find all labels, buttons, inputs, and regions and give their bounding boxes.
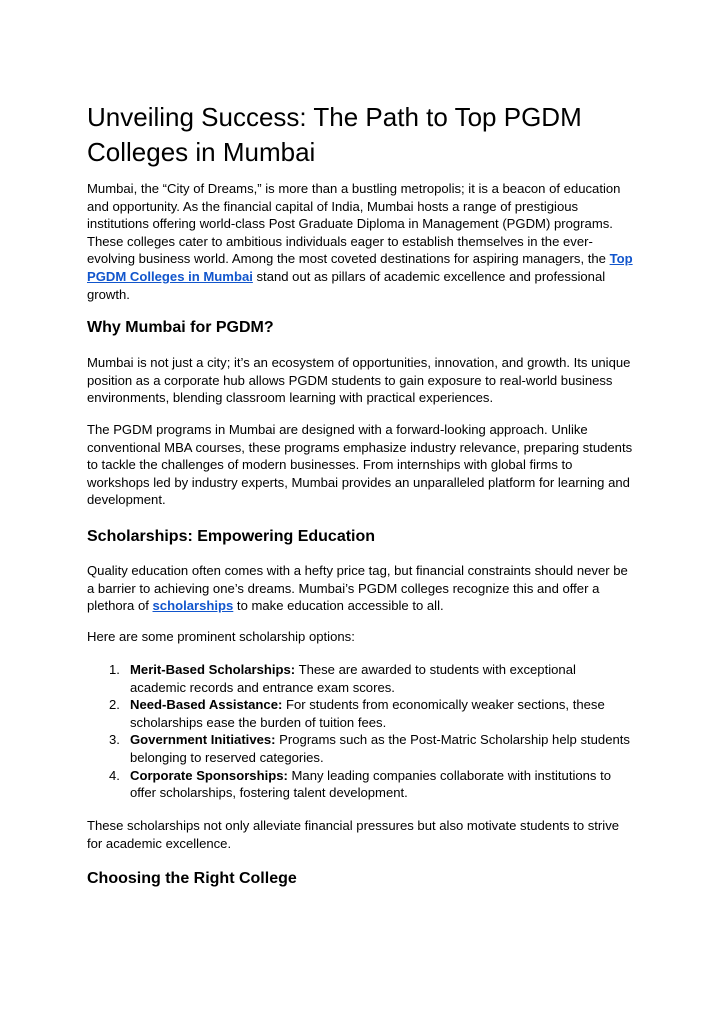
list-item-label: Merit-Based Scholarships: (130, 662, 296, 677)
scholarships-heading-block (87, 527, 635, 547)
top-pgdm-colleges-link[interactable]: Top PGDM Colleges in Mumbai (87, 251, 633, 284)
why-paragraph-2: The PGDM programs in Mumbai are designed with a forward-looking approach. Unlike conventional MBA courses, these programs emphasize industry relevance, preparing students to tackle the challenges of modern businesses. From internships with global firms to workshops led by industry experts, Mumbai provides an unparalleled platform for learning and development. (87, 422, 633, 508)
scholarships-paragraph-2-block (87, 628, 635, 646)
list-item-text: For students from economically weaker sections, these scholarships ease the burden of tuition fees. (130, 697, 605, 730)
intro-paragraph (87, 180, 635, 303)
choosing-heading: Choosing the Right College (87, 870, 297, 887)
list-item (87, 767, 635, 802)
list-item (87, 696, 635, 731)
list-item-text: Programs such as the Post-Matric Scholarship help students belonging to reserved categories. (130, 732, 630, 765)
scholarship-list (87, 661, 635, 802)
why-paragraph-2-block (87, 421, 635, 509)
intro-text-after: stand out as pillars of academic excellence and professional growth. (87, 268, 606, 302)
scholarships-paragraph-2: Here are some prominent scholarship options: (87, 629, 355, 644)
list-item (87, 731, 635, 766)
page-title: Unveiling Success: The Path to Top PGDM Colleges in Mumbai (87, 102, 582, 167)
list-item (87, 661, 635, 696)
why-mumbai-heading-block (87, 318, 635, 338)
scholarships-text-before: Quality education often comes with a hefty price tag, but financial constraints should never be a barrier to achieving one’s dreams. Mumbai’s PGDM colleges recognize this and offer a plethora of (87, 563, 628, 614)
list-item-number: 3. (109, 732, 120, 748)
choosing-heading-block (87, 869, 635, 889)
list-item-number: 1. (109, 662, 120, 677)
scholarships-link[interactable]: scholarships (152, 598, 234, 614)
why-paragraph-1-block (87, 354, 635, 407)
intro-text-before: Mumbai, the “City of Dreams,” is more than a bustling metropolis; it is a beacon of education and opportunity. As the financial capital of India, Mumbai hosts a range of prestigious institutions offering world-class Post Graduate Diploma in Management (PGDM) programs. These colleges cater to ambitious individuals eager to establish themselves in the ever-evolving business world. Among the most coveted destinations for aspiring managers, the (87, 181, 621, 267)
list-item-label: Need-Based Assistance: (130, 697, 283, 713)
list-item-text: These are awarded to students with exceptional academic records and entrance exam scores. (130, 662, 576, 695)
why-mumbai-heading: Why Mumbai for PGDM? (87, 319, 274, 336)
scholarships-paragraph-1 (87, 562, 635, 615)
why-paragraph-1: Mumbai is not just a city; it’s an ecosystem of opportunities, innovation, and growth. Its unique position as a corporate hub allows PGDM students to gain exposure to real-world business environments, blending classroom learning with practical experiences. (87, 355, 631, 406)
list-item-number: 2. (109, 697, 120, 713)
scholarships-paragraph-1-block (87, 562, 635, 615)
list-item-label: Corporate Sponsorships: (130, 767, 288, 783)
list-item-text: Many leading companies collaborate with institutions to offer scholarships, fostering talent development. (130, 767, 612, 801)
scholarships-text-after: to make education accessible to all. (233, 598, 444, 614)
scholarships-paragraph-3-block (87, 817, 635, 852)
scholarships-heading: Scholarships: Empowering Education (87, 528, 376, 545)
list-item-label: Government Initiatives: (130, 732, 276, 748)
scholarships-paragraph-3: These scholarships not only alleviate financial pressures but also motivate students to strive for academic excellence. (87, 818, 620, 851)
list-item-number: 4. (109, 767, 120, 783)
scholarship-list-block (87, 661, 635, 802)
